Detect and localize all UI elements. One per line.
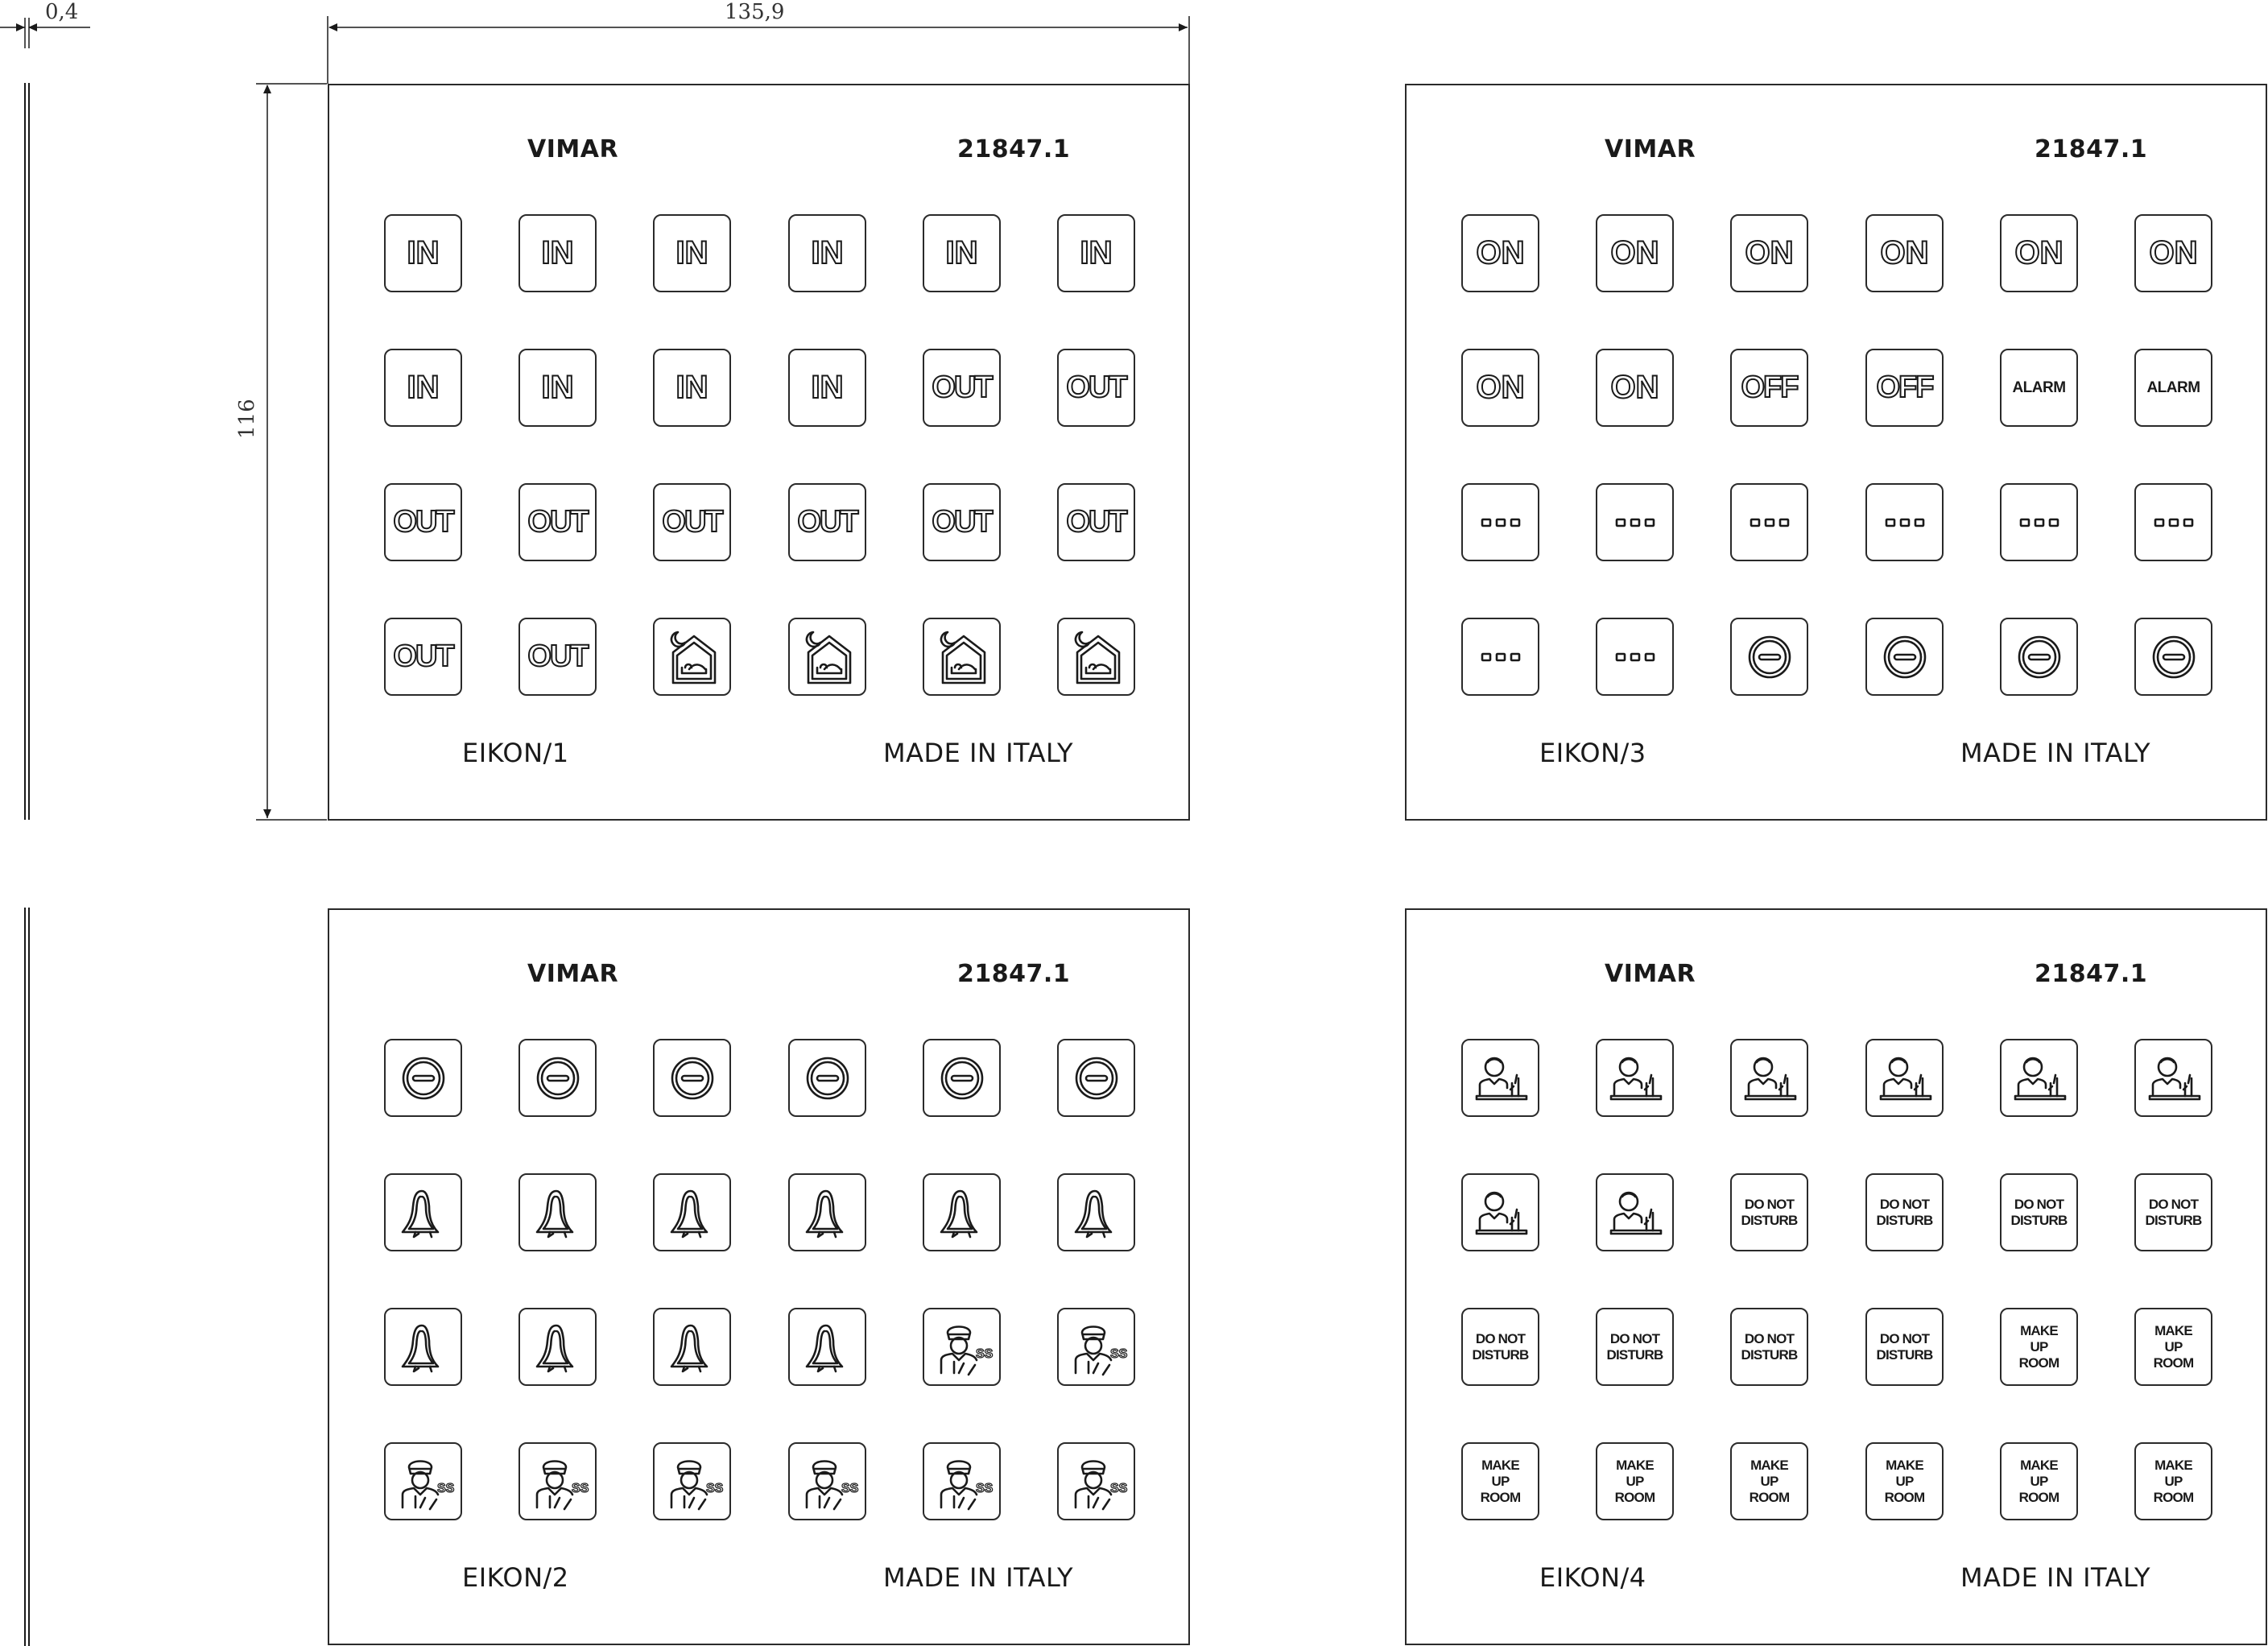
- minus-circle-icon: [526, 1046, 590, 1110]
- reception-icon: [1873, 1046, 1937, 1110]
- svg-text:SS: SS: [1109, 1481, 1127, 1495]
- key-label: MAKE UP ROOM: [2018, 1457, 2059, 1505]
- key-label: DO NOT DISTURB: [1876, 1196, 1933, 1228]
- panel-eikon-4: [1405, 908, 2267, 1645]
- key-make-up-room-button[interactable]: [1865, 1442, 1944, 1520]
- key-label: ON: [1476, 370, 1525, 405]
- dots-icon: [1469, 625, 1533, 689]
- bell-icon: [660, 1315, 725, 1379]
- dots-icon: [1737, 490, 1802, 555]
- bell-icon: [795, 1315, 860, 1379]
- minus-circle-icon: [391, 1046, 456, 1110]
- panel-eikon-1: [328, 84, 1190, 821]
- key-do-not-disturb-button[interactable]: [1461, 1308, 1539, 1386]
- key-in-button[interactable]: [788, 214, 866, 292]
- minus-circle-icon: [2142, 625, 2206, 689]
- svg-text:SS: SS: [975, 1346, 993, 1361]
- key-label: ON: [1610, 370, 1659, 405]
- key-minus-circle-button[interactable]: [1730, 618, 1808, 696]
- model-label: EIKON/3: [1539, 738, 1646, 768]
- key-off-button[interactable]: [1865, 349, 1944, 427]
- dimension-height-label: 116: [235, 399, 259, 439]
- key-maid-button[interactable]: [1057, 1308, 1135, 1386]
- key-bell-button[interactable]: [518, 1173, 597, 1251]
- key-maid-button[interactable]: [1057, 1442, 1135, 1520]
- bell-icon: [795, 1181, 860, 1245]
- key-label: IN: [945, 235, 978, 271]
- key-label: ON: [2149, 235, 2198, 271]
- bell-icon: [660, 1181, 725, 1245]
- dots-icon: [1603, 490, 1667, 555]
- key-label: IN: [811, 235, 844, 271]
- key-bell-button[interactable]: [788, 1173, 866, 1251]
- maid-icon: [1064, 1315, 1129, 1379]
- key-label: ON: [1610, 235, 1659, 271]
- key-label: ON: [1880, 235, 1929, 271]
- key-label: IN: [1080, 235, 1113, 271]
- dots-icon: [2007, 490, 2072, 555]
- bell-icon: [391, 1181, 456, 1245]
- night-house-icon: [660, 625, 725, 689]
- bell-icon: [1064, 1181, 1129, 1245]
- key-make-up-room-button[interactable]: [2000, 1442, 2078, 1520]
- key-minus-circle-button[interactable]: [518, 1039, 597, 1117]
- key-alarm-button[interactable]: [2000, 349, 2078, 427]
- key-in-button[interactable]: [653, 349, 731, 427]
- bell-icon: [391, 1315, 456, 1379]
- key-out-button[interactable]: [1057, 349, 1135, 427]
- svg-text:SS: SS: [705, 1481, 723, 1495]
- key-bell-button[interactable]: [384, 1173, 462, 1251]
- dots-icon: [1469, 490, 1533, 555]
- key-label: DO NOT DISTURB: [2010, 1196, 2068, 1228]
- key-dots-button[interactable]: [1461, 483, 1539, 561]
- minus-circle-icon: [795, 1046, 860, 1110]
- brand-label: VIMAR: [1605, 960, 1696, 988]
- reception-icon: [2007, 1046, 2072, 1110]
- svg-text:SS: SS: [571, 1481, 589, 1495]
- key-reception-button[interactable]: [1461, 1039, 1539, 1117]
- key-make-up-room-button[interactable]: [2134, 1442, 2212, 1520]
- key-night-house-button[interactable]: [923, 618, 1001, 696]
- maid-icon: [930, 1450, 994, 1514]
- key-do-not-disturb-button[interactable]: [1730, 1173, 1808, 1251]
- key-do-not-disturb-button[interactable]: [2000, 1173, 2078, 1251]
- maid-icon: [526, 1450, 590, 1514]
- origin-label: MADE IN ITALY: [883, 738, 1074, 768]
- key-minus-circle-button[interactable]: [1865, 618, 1944, 696]
- svg-text:SS: SS: [1109, 1346, 1127, 1361]
- key-do-not-disturb-button[interactable]: [2134, 1173, 2212, 1251]
- maid-icon: [930, 1315, 994, 1379]
- bell-icon: [526, 1315, 590, 1379]
- key-out-button[interactable]: [923, 483, 1001, 561]
- key-alarm-button[interactable]: [2134, 349, 2212, 427]
- key-reception-button[interactable]: [1730, 1039, 1808, 1117]
- key-label: OUT: [797, 505, 857, 539]
- origin-label: MADE IN ITALY: [1960, 1562, 2151, 1593]
- key-dots-button[interactable]: [2000, 483, 2078, 561]
- origin-label: MADE IN ITALY: [1960, 738, 2151, 768]
- key-label: DO NOT DISTURB: [1876, 1330, 1933, 1363]
- reception-icon: [1469, 1046, 1533, 1110]
- reception-icon: [2142, 1046, 2206, 1110]
- minus-circle-icon: [660, 1046, 725, 1110]
- key-off-button[interactable]: [1730, 349, 1808, 427]
- key-on-button[interactable]: [2134, 214, 2212, 292]
- key-on-button[interactable]: [1461, 349, 1539, 427]
- key-label: MAKE UP ROOM: [2018, 1322, 2059, 1371]
- key-reception-button[interactable]: [1596, 1173, 1674, 1251]
- bell-icon: [930, 1181, 994, 1245]
- product-code: 21847.1: [957, 135, 1071, 163]
- key-label: MAKE UP ROOM: [1480, 1457, 1521, 1505]
- key-out-button[interactable]: [788, 483, 866, 561]
- key-on-button[interactable]: [2000, 214, 2078, 292]
- key-label: DO NOT DISTURB: [1606, 1330, 1663, 1363]
- key-bell-button[interactable]: [384, 1308, 462, 1386]
- key-reception-button[interactable]: [1596, 1039, 1674, 1117]
- brand-label: VIMAR: [1605, 135, 1696, 163]
- dots-icon: [1603, 625, 1667, 689]
- maid-icon: [795, 1450, 860, 1514]
- key-out-button[interactable]: [1057, 483, 1135, 561]
- key-label: OUT: [527, 505, 588, 539]
- key-label: MAKE UP ROOM: [1614, 1457, 1655, 1505]
- night-house-icon: [930, 625, 994, 689]
- panel-eikon-2: [328, 908, 1190, 1645]
- key-label: ALARM: [2146, 378, 2200, 396]
- key-in-button[interactable]: [1057, 214, 1135, 292]
- key-grid: [1407, 910, 2266, 1644]
- key-bell-button[interactable]: [788, 1308, 866, 1386]
- key-label: IN: [541, 370, 574, 405]
- key-on-button[interactable]: [1596, 214, 1674, 292]
- product-code: 21847.1: [2035, 135, 2148, 163]
- model-label: EIKON/4: [1539, 1562, 1646, 1593]
- key-dots-button[interactable]: [1596, 618, 1674, 696]
- key-label: OUT: [662, 505, 722, 539]
- key-maid-button[interactable]: [384, 1442, 462, 1520]
- key-minus-circle-button[interactable]: [384, 1039, 462, 1117]
- key-in-button[interactable]: [518, 214, 597, 292]
- svg-text:SS: SS: [841, 1481, 858, 1495]
- key-out-button[interactable]: [518, 618, 597, 696]
- key-out-button[interactable]: [518, 483, 597, 561]
- model-label: EIKON/2: [462, 1562, 569, 1593]
- key-grid: [329, 910, 1188, 1644]
- key-maid-button[interactable]: [788, 1442, 866, 1520]
- key-make-up-room-button[interactable]: [1730, 1442, 1808, 1520]
- key-do-not-disturb-button[interactable]: [1730, 1308, 1808, 1386]
- key-dots-button[interactable]: [1730, 483, 1808, 561]
- key-minus-circle-button[interactable]: [1057, 1039, 1135, 1117]
- key-label: MAKE UP ROOM: [2153, 1322, 2194, 1371]
- key-label: ON: [1745, 235, 1794, 271]
- maid-icon: [391, 1450, 456, 1514]
- panel-eikon-3: [1405, 84, 2267, 821]
- key-on-button[interactable]: [1596, 349, 1674, 427]
- key-in-button[interactable]: [518, 349, 597, 427]
- key-reception-button[interactable]: [2000, 1039, 2078, 1117]
- reception-icon: [1737, 1046, 1802, 1110]
- key-minus-circle-button[interactable]: [923, 1039, 1001, 1117]
- key-dots-button[interactable]: [1461, 618, 1539, 696]
- brand-label: VIMAR: [527, 960, 619, 988]
- key-night-house-button[interactable]: [788, 618, 866, 696]
- key-label: DO NOT DISTURB: [1472, 1330, 1529, 1363]
- key-do-not-disturb-button[interactable]: [1596, 1308, 1674, 1386]
- key-minus-circle-button[interactable]: [653, 1039, 731, 1117]
- key-label: OUT: [393, 639, 453, 673]
- key-make-up-room-button[interactable]: [2000, 1308, 2078, 1386]
- key-on-button[interactable]: [1730, 214, 1808, 292]
- key-label: MAKE UP ROOM: [1884, 1457, 1925, 1505]
- key-label: OUT: [1066, 370, 1126, 404]
- minus-circle-icon: [930, 1046, 994, 1110]
- key-maid-button[interactable]: [653, 1442, 731, 1520]
- key-label: OFF: [1741, 370, 1798, 404]
- dots-icon: [1873, 490, 1937, 555]
- key-night-house-button[interactable]: [653, 618, 731, 696]
- key-minus-circle-button[interactable]: [2134, 618, 2212, 696]
- key-out-button[interactable]: [653, 483, 731, 561]
- dimension-gap-label: 0,4: [45, 0, 79, 24]
- svg-text:SS: SS: [436, 1481, 454, 1495]
- minus-circle-icon: [1873, 625, 1937, 689]
- key-bell-button[interactable]: [653, 1173, 731, 1251]
- key-reception-button[interactable]: [1865, 1039, 1944, 1117]
- key-dots-button[interactable]: [1865, 483, 1944, 561]
- night-house-icon: [1064, 625, 1129, 689]
- key-label: IN: [541, 235, 574, 271]
- product-code: 21847.1: [957, 960, 1071, 988]
- key-grid: [329, 85, 1188, 819]
- key-out-button[interactable]: [923, 349, 1001, 427]
- key-label: DO NOT DISTURB: [1741, 1196, 1798, 1228]
- key-label: OFF: [1876, 370, 1933, 404]
- key-minus-circle-button[interactable]: [788, 1039, 866, 1117]
- reception-icon: [1603, 1181, 1667, 1245]
- key-label: IN: [407, 370, 440, 405]
- key-bell-button[interactable]: [518, 1308, 597, 1386]
- key-bell-button[interactable]: [653, 1308, 731, 1386]
- key-label: IN: [811, 370, 844, 405]
- key-label: OUT: [527, 639, 588, 673]
- origin-label: MADE IN ITALY: [883, 1562, 1074, 1593]
- key-label: OUT: [932, 370, 992, 404]
- key-reception-button[interactable]: [1461, 1173, 1539, 1251]
- key-minus-circle-button[interactable]: [2000, 618, 2078, 696]
- minus-circle-icon: [2007, 625, 2072, 689]
- product-code: 21847.1: [2035, 960, 2148, 988]
- key-do-not-disturb-button[interactable]: [1865, 1308, 1944, 1386]
- key-make-up-room-button[interactable]: [1461, 1442, 1539, 1520]
- key-label: OUT: [393, 505, 453, 539]
- key-dots-button[interactable]: [2134, 483, 2212, 561]
- key-in-button[interactable]: [788, 349, 866, 427]
- key-bell-button[interactable]: [1057, 1173, 1135, 1251]
- key-label: ON: [2014, 235, 2064, 271]
- key-maid-button[interactable]: [518, 1442, 597, 1520]
- key-label: DO NOT DISTURB: [1741, 1330, 1798, 1363]
- key-label: IN: [675, 235, 708, 271]
- key-bell-button[interactable]: [923, 1173, 1001, 1251]
- key-maid-button[interactable]: [923, 1442, 1001, 1520]
- maid-icon: [1064, 1450, 1129, 1514]
- key-label: ALARM: [2012, 378, 2066, 396]
- key-label: MAKE UP ROOM: [1749, 1457, 1790, 1505]
- key-label: IN: [407, 235, 440, 271]
- key-in-button[interactable]: [384, 349, 462, 427]
- model-label: EIKON/1: [462, 738, 569, 768]
- key-in-button[interactable]: [923, 214, 1001, 292]
- key-night-house-button[interactable]: [1057, 618, 1135, 696]
- key-label: DO NOT DISTURB: [2145, 1196, 2202, 1228]
- key-in-button[interactable]: [384, 214, 462, 292]
- key-reception-button[interactable]: [2134, 1039, 2212, 1117]
- reception-icon: [1469, 1181, 1533, 1245]
- key-grid: [1407, 85, 2266, 819]
- maid-icon: [660, 1450, 725, 1514]
- key-label: MAKE UP ROOM: [2153, 1457, 2194, 1505]
- key-on-button[interactable]: [1461, 214, 1539, 292]
- key-label: OUT: [1066, 505, 1126, 539]
- key-maid-button[interactable]: [923, 1308, 1001, 1386]
- key-make-up-room-button[interactable]: [1596, 1442, 1674, 1520]
- key-on-button[interactable]: [1865, 214, 1944, 292]
- dimension-width-label: 135,9: [725, 0, 785, 24]
- svg-text:SS: SS: [975, 1481, 993, 1495]
- minus-circle-icon: [1737, 625, 1802, 689]
- dots-icon: [2142, 490, 2206, 555]
- key-out-button[interactable]: [384, 618, 462, 696]
- key-label: IN: [675, 370, 708, 405]
- key-dots-button[interactable]: [1596, 483, 1674, 561]
- bell-icon: [526, 1181, 590, 1245]
- night-house-icon: [795, 625, 860, 689]
- key-label: ON: [1476, 235, 1525, 271]
- key-make-up-room-button[interactable]: [2134, 1308, 2212, 1386]
- key-label: OUT: [932, 505, 992, 539]
- key-do-not-disturb-button[interactable]: [1865, 1173, 1944, 1251]
- minus-circle-icon: [1064, 1046, 1129, 1110]
- reception-icon: [1603, 1046, 1667, 1110]
- key-out-button[interactable]: [384, 483, 462, 561]
- key-in-button[interactable]: [653, 214, 731, 292]
- brand-label: VIMAR: [527, 135, 619, 163]
